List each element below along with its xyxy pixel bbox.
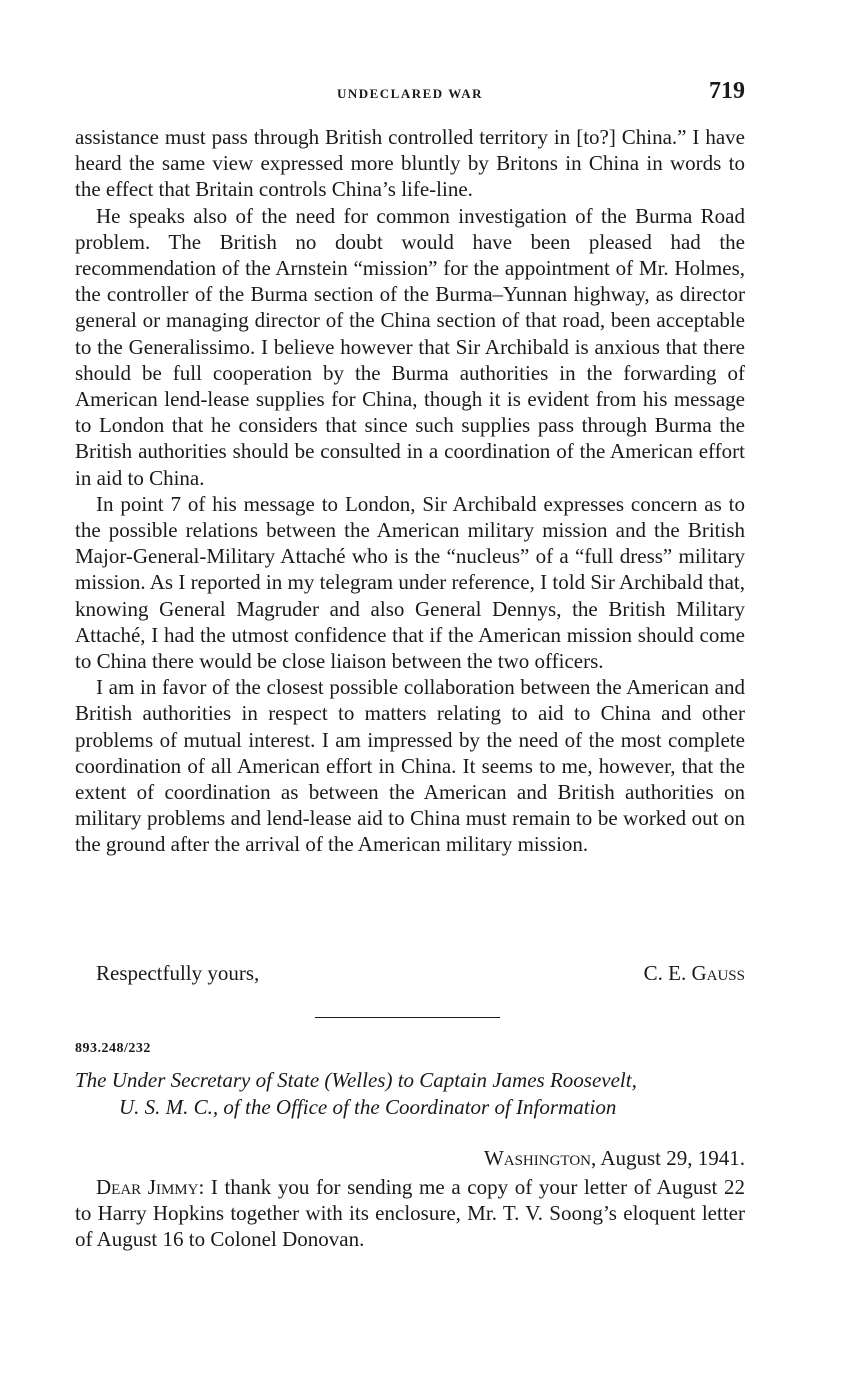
page-header [75, 78, 745, 108]
heading-line-1: The Under Secretary of State (Welles) to Captain James Roosevelt, [75, 1068, 637, 1092]
section-divider [315, 1017, 500, 1018]
paragraph: In point 7 of his message to London, Sir Archibald expresses concern as to the possible relations between the American military mission and the British Major-General-Military Attaché who is the “nucleus” of a “full dress” military mission. As I reported in my telegram under reference, I told Sir Archibald that, knowing General Magruder and also General Dennys, the British Military Attaché, I had the utmost confidence that if the American mission should come to China there would be close liaison between the two officers. [75, 491, 745, 674]
signature: C. E. Gauss [643, 961, 745, 985]
dateline-place: Washington [483, 1146, 591, 1170]
document-heading [75, 1067, 755, 1121]
body-text [75, 124, 745, 858]
complimentary-close: Respectfully yours, [96, 961, 260, 985]
heading-line-2: U. S. M. C., of the Office of the Coordinator of Information [119, 1095, 617, 1119]
running-head: UNDECLARED WAR [336, 86, 484, 101]
paragraph: assistance must pass through British controlled territory in [to?] China.” I have heard the same view expressed more bluntly by Britons in China in words to the effect that Britain controls China’s life-line. [75, 125, 745, 202]
salutation: Dear Jimmy [96, 1175, 199, 1199]
paragraph: He speaks also of the need for common investigation of the Burma Road problem. The British no doubt would have been pleased had the recommendation of the Arnstein “mission” for the appointment of Mr. Holmes, the controller of the Burma section of the Burma–Yunnan highway, as director general or managing director of the China section of that road, been acceptable to the Generalissimo. I believe however that Sir Archibald is anxious that there should be full cooperation by the Burma authorities in the forwarding of American lend-lease supplies for China, though it is evident from his message to London that he considers that since such supplies pass through Burma the British authorities should be consulted in a coordination of the American effort in aid to China. [75, 203, 745, 490]
letter-text: : I thank you for sending me a copy of your letter of August 22 to Harry Hopkins together with its enclosure, Mr. T. V. Soong’s eloquent letter of August 16 to Colonel Donovan. [75, 1175, 745, 1252]
file-number: 893.248/232 [75, 1041, 151, 1056]
page-number: 719 [709, 78, 745, 104]
dateline-date: , August 29, 1941. [590, 1146, 745, 1170]
letter-closing [75, 961, 745, 989]
paragraph: I am in favor of the closest possible collaboration between the American and British authorities in respect to matters relating to aid to China and other problems of mutual interest. I am impressed by the need of the most complete coordination of all American effort in China. It seems to me, however, that the extent of coordination as between the American and British authorities on military problems and lend-lease aid to China must remain to be worked out on the ground after the arrival of the American military mission. [75, 675, 745, 857]
dateline [484, 1146, 745, 1171]
letter-body [75, 1174, 745, 1253]
